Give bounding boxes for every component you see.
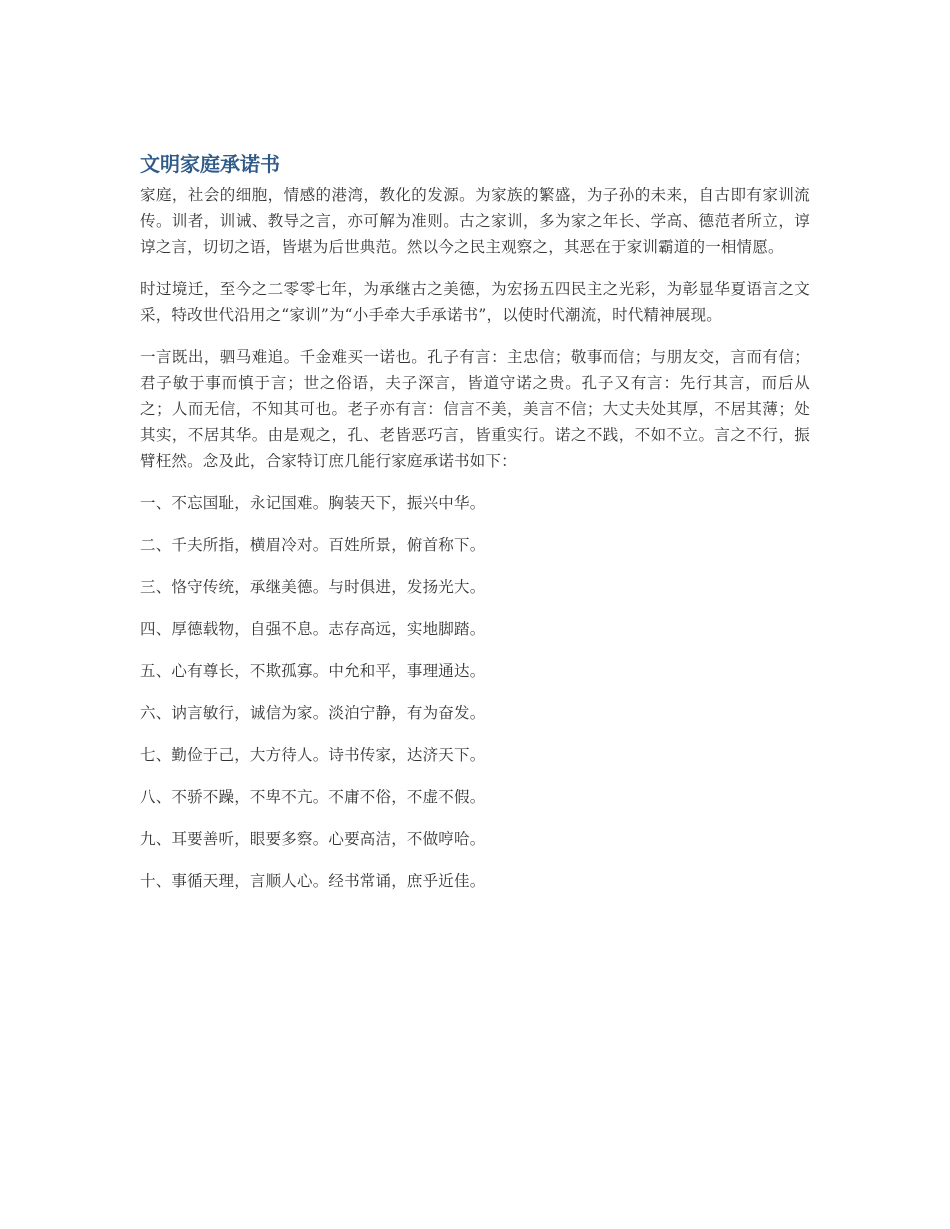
intro-paragraph: 家庭，社会的细胞，情感的港湾，教化的发源。为家族的繁盛，为子孙的未来，自古即有家训流传。训者，训诫、教导之言，亦可解为准则。古之家训，多为家之年长、学高、德范者所立，谆谆之言，切切之语，皆堪为后世典范。然以今之民主观察之，其恶在于家训霸道的一相情愿。 (140, 186, 810, 256)
pledge-item: 五、心有尊长，不欺孤寡。中允和平，事理通达。 (140, 662, 486, 680)
document-title: 文明家庭承诺书 (140, 152, 280, 176)
pledge-item: 九、耳要善听，眼要多察。心要高洁，不做哼哈。 (140, 830, 486, 848)
pledge-item: 三、恪守传统，承继美德。与时俱进，发扬光大。 (140, 578, 486, 596)
pledge-item: 六、讷言敏行，诚信为家。淡泊宁静，有为奋发。 (140, 704, 486, 722)
pledge-item: 八、不骄不躁，不卑不亢。不庸不俗，不虚不假。 (140, 788, 486, 806)
promise-paragraph: 一言既出，驷马难追。千金难买一诺也。孔子有言：主忠信；敬事而信；与朋友交，言而有信；君子敏于事而慎于言；世之俗语，夫子深言，皆道守诺之贵。孔子又有言：先行其言，而后从之；人而无信，不知其可也。老子亦有言：信言不美，美言不信；大丈夫处其厚，不居其薄；处其实，不居其华。由是观之，孔、老皆恶巧言，皆重实行。诺之不践，不如不立。言之不行，振臂枉然。念及此，合家特订庶几能行家庭承诺书如下： (140, 348, 810, 470)
pledge-list (140, 490, 810, 894)
pledge-item: 二、千夫所指，横眉冷对。百姓所景，俯首称下。 (140, 536, 486, 554)
document-page (140, 150, 810, 910)
pledge-item: 十、事循天理，言顺人心。经书常诵，庶乎近佳。 (140, 872, 486, 890)
context-paragraph: 时过境迁，至今之二零零七年，为承继古之美德，为宏扬五四民主之光彩，为彰显华夏语言之文采，特改世代沿用之“家训”为“小手牵大手承诺书”，以使时代潮流，时代精神展现。 (140, 280, 810, 324)
pledge-item: 四、厚德载物，自强不息。志存高远，实地脚踏。 (140, 620, 486, 638)
pledge-item: 七、勤俭于己，大方待人。诗书传家，达济天下。 (140, 746, 486, 764)
pledge-item: 一、不忘国耻，永记国难。胸装天下，振兴中华。 (140, 494, 486, 512)
